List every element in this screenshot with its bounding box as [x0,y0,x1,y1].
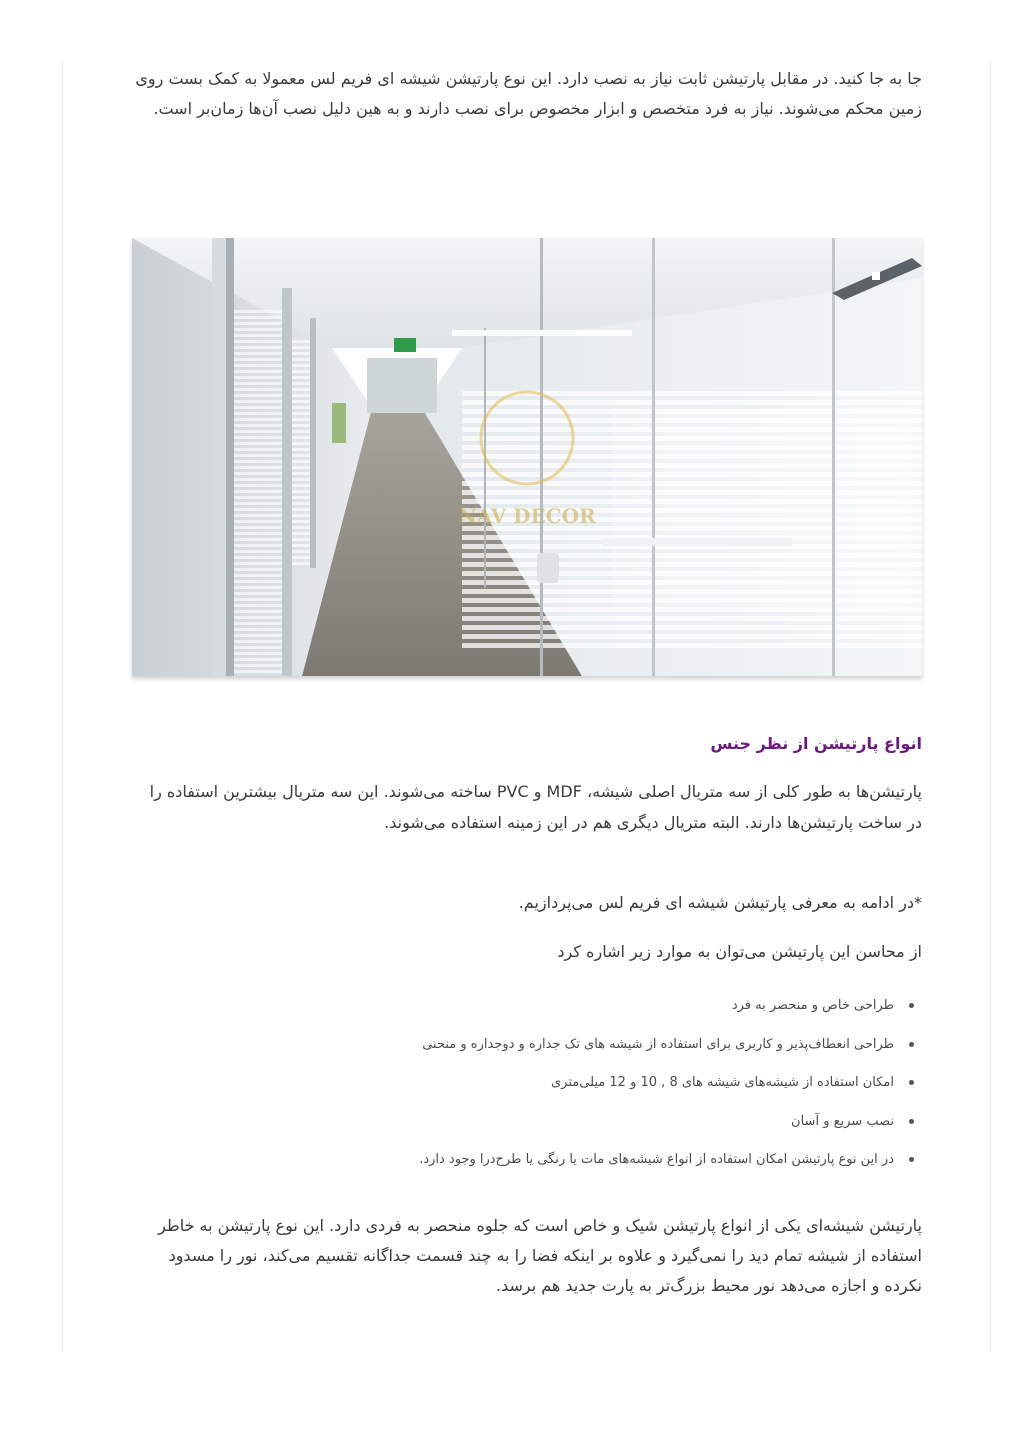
advantages-list [132,993,894,1186]
glass-partition-corridor-photo [132,238,922,676]
bullet-icon [909,1003,914,1008]
intro-note: *در ادامه به معرفی پارتیشن شیشه ای فریم لس می‌پردازیم. [518,893,922,912]
advantages-lead: از محاسن این پارتیشن می‌توان به موارد زیر اشاره کرد [557,942,922,961]
bullet-icon [909,1157,914,1162]
bullet-icon [909,1119,914,1124]
section-heading: انواع پارتیشن از نظر جنس [710,734,922,753]
page-border-left [62,62,63,1352]
list-item: در این نوع پارتیشن امکان استفاده از انواع شیشه‌های مات یا رنگی یا طرح‌درا وجود دارد. [132,1147,894,1186]
list-item: امکان استفاده از شیشه‌های شیشه های 8 , 10 و 12 میلی‌متری [132,1070,894,1109]
intro-paragraph: جا به جا کنید. در مقابل پارتیشن ثابت نیاز به نصب دارد. این نوع پارتیشن شیشه ای فریم لس معمولا به کمک بست روی زمین محکم می‌شوند. نیاز به فرد متخصص و ابزار مخصوص برای نصب دارند و به هین دلیل نصب آن‌ها زمان‌بر است. [135,69,922,118]
bullet-icon [909,1042,914,1047]
bullet-icon [909,1080,914,1085]
closing-paragraph: پارتیشن شیشه‌ای یکی از انواع پارتیشن شیک و خاص است که جلوه منحصر به فردی دارد. این نوع پارتیشن به خاطر استفاده از شیشه تمام دید را نمی‌گیرد و علاوه بر اینکه فضا را به چند قسمت جداگانه تقسیم می‌کند، نور را مسدود نکرده و اجازه می‌دهد نور محیط بزرگ‌تر به پارت جدید هم برسد. [158,1216,922,1295]
list-item: طراحی خاص و منحصر به فرد [132,993,894,1032]
materials-paragraph: پارتیشن‌ها به طور کلی از سه متریال اصلی شیشه، MDF و PVC ساخته می‌شوند. این سه متریال بیشترین استفاده را در ساخت پارتیشن‌ها دارند. البته متریال دیگری هم در این زمینه استفاده می‌شوند. [149,782,922,832]
watermark-text: NAV DECOR [458,504,596,528]
page-border-right [990,62,991,1352]
list-item: نصب سریع و آسان [132,1109,894,1148]
list-item: طراحی انعطاف‌پذیر و کاربری برای استفاده از شیشه های تک جداره و دوجداره و منحنی [132,1032,894,1071]
